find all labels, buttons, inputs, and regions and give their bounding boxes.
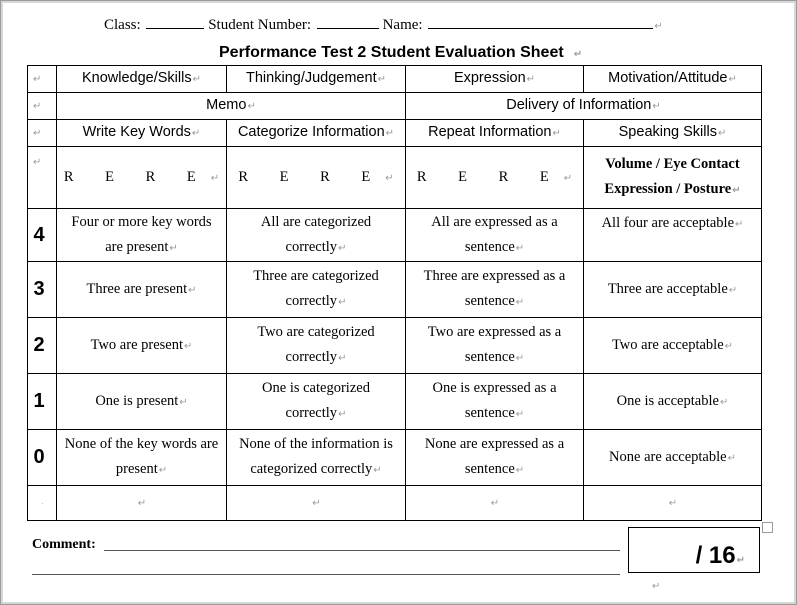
paragraph-mark-icon: ↵ — [385, 128, 395, 139]
paragraph-mark-icon: ↵ — [668, 498, 678, 509]
group-delivery: Delivery of Information↵ — [406, 93, 762, 120]
blank-cell: · — [28, 486, 57, 521]
rere-marks[interactable]: R E R E↵ — [57, 147, 227, 209]
student-number-field[interactable] — [317, 28, 379, 29]
table-row — [28, 209, 762, 262]
level-descriptor[interactable]: None are acceptable↵ — [584, 430, 762, 486]
level-descriptor[interactable]: One is acceptable↵ — [584, 374, 762, 430]
class-label: Class: — [104, 17, 141, 33]
paragraph-mark-icon: ↵ — [312, 498, 321, 509]
level-descriptor[interactable]: Three are acceptable↵ — [584, 262, 762, 318]
level-descriptor[interactable]: One is expressed as a sentence↵ — [406, 374, 584, 430]
paragraph-mark-icon: ↵ — [652, 581, 661, 592]
score-entry-cell[interactable] — [406, 486, 584, 521]
blank-score-row — [28, 486, 762, 521]
level-descriptor[interactable]: None of the information is categorized correctly↵ — [227, 430, 406, 486]
paragraph-mark-icon: ↵ — [377, 74, 386, 85]
paragraph-mark-icon: ↵ — [247, 101, 256, 112]
level-descriptor[interactable]: Two are categorized correctly↵ — [227, 318, 406, 374]
paragraph-mark-icon: ↵ — [137, 498, 147, 509]
name-label: Name: — [382, 17, 423, 33]
category-thinking: Thinking/Judgement↵ — [227, 66, 406, 93]
category-motivation: Motivation/Attitude↵ — [584, 66, 762, 93]
level-descriptor[interactable]: None are expressed as a sentence↵ — [406, 430, 584, 486]
table-corner-cell — [28, 93, 57, 120]
criterion-repeat: Repeat Information↵ — [406, 120, 584, 147]
class-field[interactable] — [146, 28, 204, 29]
paragraph-mark-icon: ↵ — [719, 396, 729, 408]
rere-row — [28, 147, 762, 209]
paragraph-mark-icon: ↵ — [33, 128, 42, 139]
comment-line[interactable] — [104, 550, 620, 551]
paragraph-mark-icon: ↵ — [184, 340, 193, 352]
level-descriptor[interactable]: Four or more key words are present↵ — [57, 209, 227, 262]
paragraph-mark-icon: ↵ — [724, 340, 734, 352]
student-number-label: Student Number: — [208, 17, 312, 33]
paragraph-mark-icon: ↵ — [179, 396, 188, 408]
paragraph-mark-icon: ↵ — [490, 498, 500, 509]
paragraph-mark-icon: ↵ — [526, 74, 536, 85]
criteria-header-row — [28, 120, 762, 147]
table-row — [28, 262, 762, 318]
category-knowledge: Knowledge/Skills↵ — [57, 66, 227, 93]
paragraph-mark-icon: ↵ — [515, 409, 525, 420]
paragraph-mark-icon: ↵ — [736, 555, 745, 566]
comment-label: Comment: — [32, 537, 96, 552]
criterion-write-key-words: Write Key Words↵ — [57, 120, 227, 147]
paragraph-mark-icon: ↵ — [373, 465, 382, 476]
paragraph-mark-icon: ↵ — [552, 128, 561, 139]
table-row — [28, 318, 762, 374]
paragraph-mark-icon: ↵ — [338, 409, 347, 420]
level-number: 3 — [28, 262, 57, 318]
total-score: / 16↵ — [695, 542, 745, 569]
student-info-line — [104, 17, 689, 37]
paragraph-mark-icon: ↵ — [192, 74, 201, 85]
group-header-row — [28, 93, 762, 120]
paragraph-mark-icon: ↵ — [188, 284, 197, 296]
rere-marks[interactable]: R E R E↵ — [227, 147, 406, 209]
criterion-speaking: Speaking Skills↵ — [584, 120, 762, 147]
name-field[interactable] — [428, 28, 653, 29]
paragraph-mark-icon: ↵ — [728, 284, 738, 296]
level-number: 1 — [28, 374, 57, 430]
table-row — [28, 430, 762, 486]
level-descriptor[interactable]: Two are present↵ — [57, 318, 227, 374]
sheet-title — [219, 44, 619, 64]
paragraph-mark-icon: ↵ — [338, 297, 347, 308]
category-expression: Expression↵ — [406, 66, 584, 93]
level-descriptor[interactable]: Two are expressed as a sentence↵ — [406, 318, 584, 374]
level-number: 2 — [28, 318, 57, 374]
paragraph-mark-icon: ↵ — [717, 128, 727, 139]
paragraph-mark-icon: ↵ — [169, 242, 178, 254]
paragraph-mark-icon: ↵ — [654, 21, 663, 32]
paragraph-mark-icon: ↵ — [515, 353, 525, 364]
table-corner-cell — [28, 66, 57, 93]
level-descriptor[interactable]: One is categorized correctly↵ — [227, 374, 406, 430]
score-entry-cell[interactable] — [57, 486, 227, 521]
speaking-skills-aspects: Volume / Eye Contact Expression / Posture↵ — [584, 147, 762, 209]
total-score-box[interactable] — [628, 527, 760, 573]
paragraph-mark-icon: ↵ — [338, 242, 347, 254]
level-descriptor[interactable]: Three are expressed as a sentence↵ — [406, 262, 584, 318]
paragraph-mark-icon: ↵ — [728, 74, 737, 85]
group-memo: Memo↵ — [57, 93, 406, 120]
paragraph-mark-icon: ↵ — [33, 74, 42, 85]
rere-marks[interactable]: R E R E↵ — [406, 147, 584, 209]
paragraph-mark-icon: ↵ — [385, 172, 394, 184]
level-descriptor[interactable]: None of the key words are present↵ — [57, 430, 227, 486]
anchor-handle-icon — [762, 522, 773, 533]
paragraph-mark-icon: ↵ — [515, 297, 525, 308]
table-row — [28, 374, 762, 430]
paragraph-mark-icon: ↵ — [191, 128, 201, 139]
category-header-row — [28, 66, 762, 93]
paragraph-mark-icon: ↵ — [158, 465, 168, 476]
level-number: 0 — [28, 430, 57, 486]
paragraph-mark-icon: ↵ — [735, 219, 744, 230]
level-descriptor[interactable]: Two are acceptable↵ — [584, 318, 762, 374]
paragraph-mark-icon: ↵ — [563, 172, 573, 184]
score-entry-cell[interactable] — [584, 486, 762, 521]
paragraph-mark-icon: ↵ — [573, 49, 583, 60]
criterion-categorize: Categorize Information↵ — [227, 120, 406, 147]
paragraph-mark-icon: ↵ — [33, 101, 42, 112]
paragraph-mark-icon: ↵ — [727, 452, 736, 464]
comment-line[interactable] — [32, 574, 620, 575]
rubric-table — [27, 65, 762, 521]
paragraph-mark-icon: ↵ — [732, 185, 741, 196]
level-descriptor[interactable]: All four are acceptable↵ — [584, 209, 762, 262]
paragraph-mark-icon: ↵ — [515, 465, 525, 476]
paragraph-mark-icon: ↵ — [515, 242, 525, 254]
paragraph-mark-icon: ↵ — [210, 172, 220, 184]
level-descriptor[interactable]: One is present↵ — [57, 374, 227, 430]
score-entry-cell[interactable] — [227, 486, 406, 521]
paragraph-mark-icon: ↵ — [33, 157, 42, 168]
sheet-title-text: Performance Test 2 Student Evaluation Sheet — [219, 44, 564, 61]
level-descriptor[interactable]: All are categorized correctly↵ — [227, 209, 406, 262]
paragraph-mark-icon: ↵ — [652, 101, 661, 112]
level-number: 4 — [28, 209, 57, 262]
paragraph-mark-icon: ↵ — [338, 353, 347, 364]
table-corner-cell — [28, 147, 57, 209]
level-descriptor[interactable]: All are expressed as a sentence↵ — [406, 209, 584, 262]
level-descriptor[interactable]: Three are categorized correctly↵ — [227, 262, 406, 318]
level-descriptor[interactable]: Three are present↵ — [57, 262, 227, 318]
table-corner-cell — [28, 120, 57, 147]
